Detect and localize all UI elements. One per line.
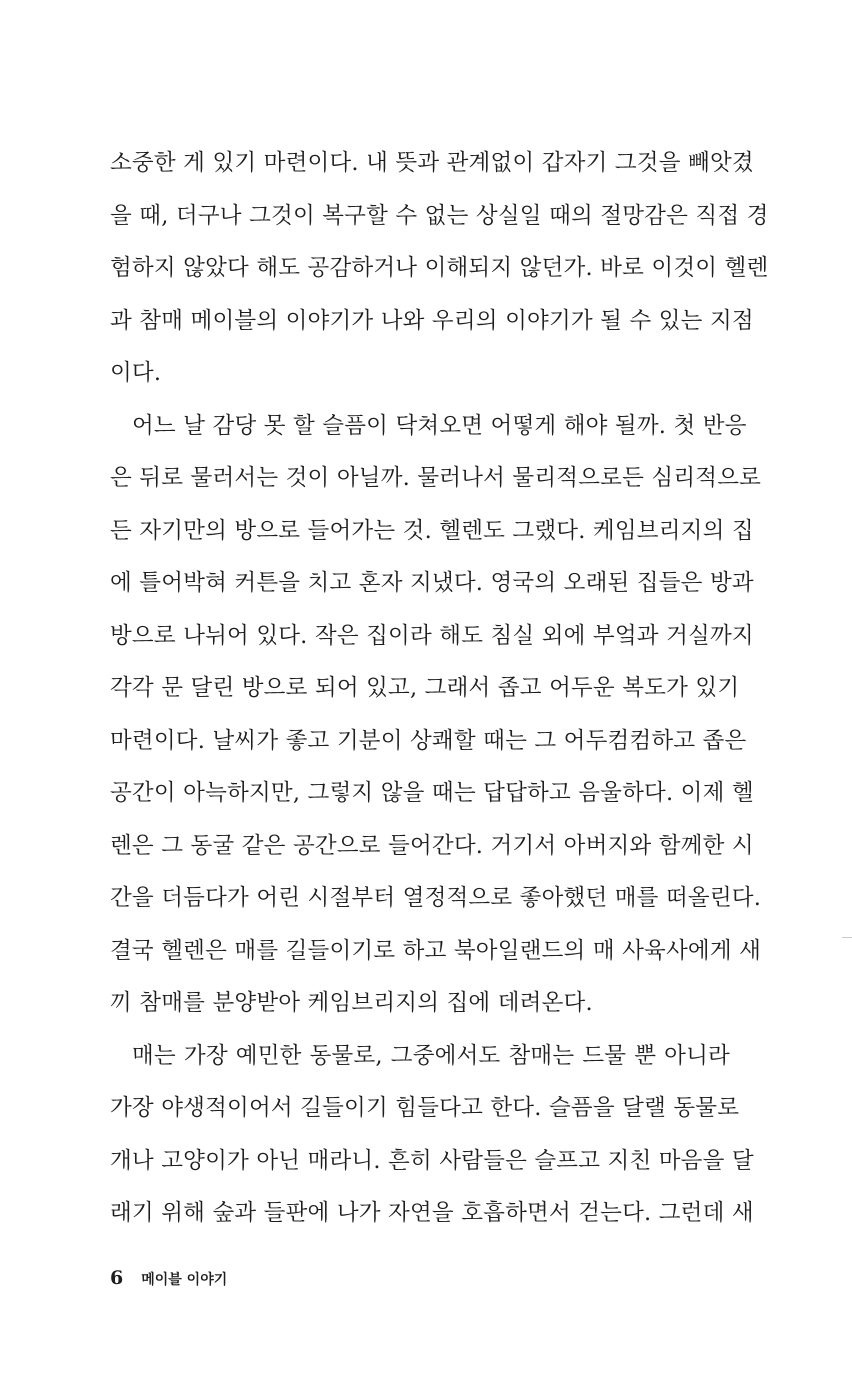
text-line: 이다.: [110, 360, 162, 386]
text-line: 공간이 아늑하지만, 그렇지 않을 때는 답답하고 음울하다. 이제 헬: [110, 780, 754, 806]
text-line: 가장 야생적이어서 길들이기 힘들다고 한다. 슬픔을 달랠 동물로: [110, 1095, 740, 1121]
text-line: 든 자기만의 방으로 들어가는 것. 헬렌도 그랬다. 케임브리지의 집: [110, 517, 754, 544]
page-edge-mark: [842, 937, 852, 938]
page-number: 6: [110, 1267, 124, 1289]
text-line: 소중한 게 있기 마련이다. 내 뜻과 관계없이 갑자기 그것을 빼앗겼: [110, 150, 754, 176]
text-line: 결국 헬렌은 매를 길들이기로 하고 북아일랜드의 매 사육사에게 새: [110, 937, 762, 964]
body-text: [110, 137, 769, 1240]
text-line: 에 틀어박혀 커튼을 치고 혼자 지냈다. 영국의 오래된 집들은 방과: [110, 570, 754, 596]
text-line: 끼 참매를 분양받아 케임브리지의 집에 데려온다.: [110, 990, 593, 1016]
text-line: 험하지 않았다 해도 공감하거나 이해되지 않던가. 바로 이것이 헬렌: [110, 255, 769, 281]
text-line: 과 참매 메이블의 이야기가 나와 우리의 이야기가 될 수 있는 지점: [110, 307, 754, 334]
text-line: 개나 고양이가 아닌 매라니. 흔히 사람들은 슬프고 지친 마음을 달: [110, 1147, 754, 1174]
paragraph-start-line: 어느 날 감당 못 할 슬픔이 닥쳐오면 어떻게 해야 될까. 첫 반응: [132, 412, 747, 439]
text-line: 렌은 그 동굴 같은 공간으로 들어간다. 거기서 아버지와 함께한 시: [110, 832, 754, 859]
paragraph-start-line: 매는 가장 예민한 동물로, 그중에서도 참매는 드물 뿐 아니라: [132, 1042, 730, 1069]
text-line: 방으로 나뉘어 있다. 작은 집이라 해도 침실 외에 부엌과 거실까지: [110, 622, 754, 649]
text-line: 간을 더듬다가 어린 시절부터 열정적으로 좋아했던 매를 떠올린다.: [110, 885, 762, 911]
text-line: 은 뒤로 물러서는 것이 아닐까. 물러나서 물리적으로든 심리적으로: [110, 465, 762, 491]
text-line: 을 때, 더구나 그것이 복구할 수 없는 상실일 때의 절망감은 직접 경: [110, 202, 769, 229]
page-footer: [110, 1264, 227, 1292]
text-line: 래기 위해 숲과 들판에 나가 자연을 호흡하면서 걷는다. 그런데 새: [110, 1200, 754, 1226]
running-title: 메이블 이야기: [141, 1272, 228, 1288]
text-line: 각각 문 달린 방으로 되어 있고, 그래서 좁고 어두운 복도가 있기: [110, 675, 740, 701]
text-line: 마련이다. 날씨가 좋고 기분이 상쾌할 때는 그 어두컴컴하고 좁은: [110, 727, 747, 754]
